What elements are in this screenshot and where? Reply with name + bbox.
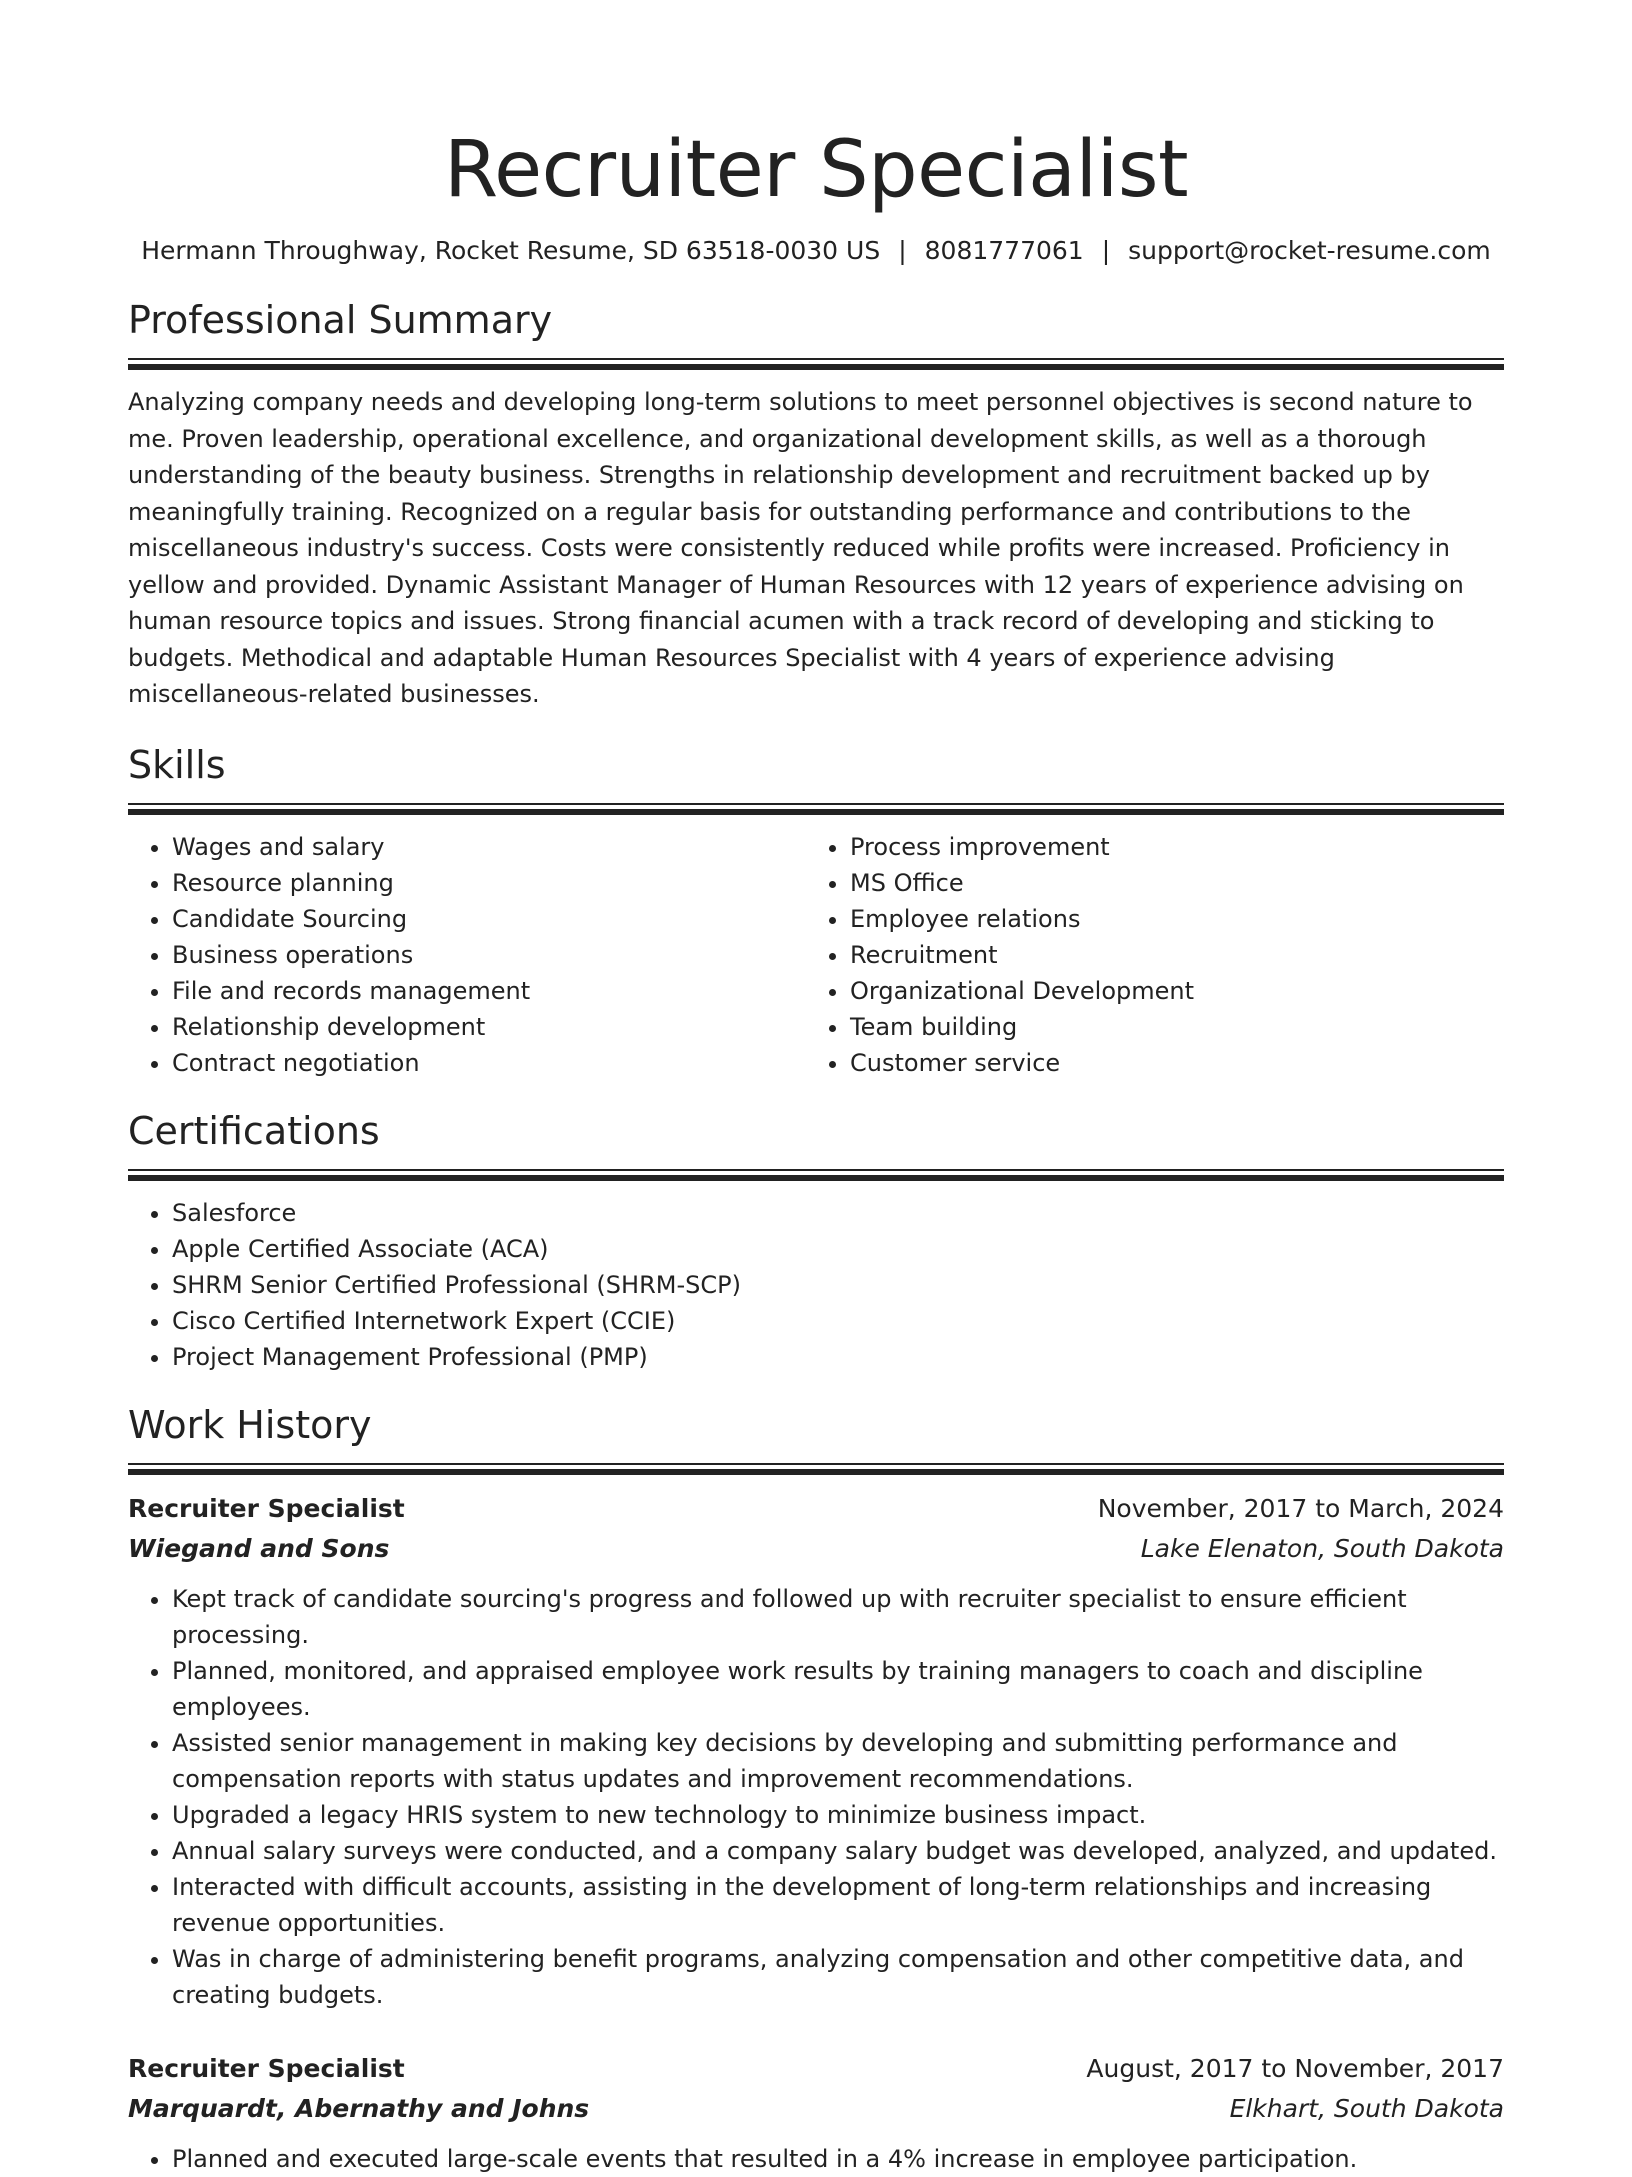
section-divider [128,1463,1504,1475]
skills-section [128,741,1504,1081]
section-divider [128,1169,1504,1181]
skill-item: • Recruitment [850,937,1484,973]
skills-heading: Skills [128,742,226,787]
work-history-section [128,1401,1504,2177]
certification-item: • SHRM Senior Certified Professional (SHRM-SCP) [172,1267,1504,1303]
skill-item: • Candidate Sourcing [172,901,806,937]
skills-list-right [806,829,1484,1081]
skill-item: • Resource planning [172,865,806,901]
summary-text: Analyzing company needs and developing long-term solutions to meet personnel objectives is second nature to me. Proven leadership, operational excellence, and organizational development skills, as well as a thorough understanding of the beauty business. Strengths in relationship development and recruitment backed up by meaningfully training. Recognized on a regular basis for outstanding performance and contributions to the miscellaneous industry's success. Costs were consistently reduced while profits were increased. Proficiency in yellow and provided. Dynamic Assistant Manager of Human Resources with 12 years of experience advising on human resource topics and issues. Strong financial acumen with a track record of developing and sticking to budgets. Methodical and adaptable Human Resources Specialist with 4 years of experience advising miscellaneous-related businesses. [128,388,1473,708]
certification-item: • Project Management Professional (PMP) [172,1339,1504,1375]
job-title: Recruiter Specialist [128,1493,405,1523]
job-bullet: • Upgraded a legacy HRIS system to new technology to minimize business impact. [172,1797,1504,1833]
skill-item: • Wages and salary [172,829,806,865]
certifications-heading: Certifications [128,1108,380,1153]
skill-item: • Contract negotiation [172,1045,806,1081]
job-header [128,1489,1504,1529]
skill-item: • Business operations [172,937,806,973]
skill-item: • File and records management [172,973,806,1009]
job-entry [128,2049,1504,2177]
contact-separator: | [898,236,907,265]
job-dates: November, 2017 to March, 2024 [1097,1493,1504,1523]
job-bullet: • Was in charge of administering benefit programs, analyzing compensation and other competitive data, and creating budgets. [172,1941,1504,2013]
skill-item: • MS Office [850,865,1484,901]
skills-list-left [128,829,806,1081]
summary-section [128,296,1504,713]
section-divider [128,358,1504,370]
job-bullet: • Interacted with difficult accounts, assisting in the development of long-term relationships and increasing revenue opportunities. [172,1869,1504,1941]
job-company: Wiegand and Sons [128,1533,390,1563]
job-location: Elkhart, South Dakota [1229,2093,1504,2123]
skill-item: • Organizational Development [850,973,1484,1009]
job-bullet: • Planned, monitored, and appraised employee work results by training managers to coach and discipline employees. [172,1653,1504,1725]
skill-item: • Team building [850,1009,1484,1045]
job-title: Recruiter Specialist [128,2053,405,2083]
resume-page [128,0,1504,2177]
summary-heading: Professional Summary [128,298,553,342]
job-bullet: • Annual salary surveys were conducted, and a company salary budget was developed, analyzed, and updated. [172,1833,1504,1869]
job-header [128,2049,1504,2089]
contact-email: support@rocket-resume.com [1128,236,1491,265]
contact-address: Hermann Throughway, Rocket Resume, SD 63518-0030 US [141,236,881,265]
skill-item: • Employee relations [850,901,1484,937]
certifications-list [128,1195,1504,1375]
contact-separator: | [1101,236,1111,265]
work-history-heading: Work History [128,1402,372,1447]
job-bullet: • Planned and executed large-scale events that resulted in a 4% increase in employee participation. [172,2141,1504,2177]
resume-title: Recruiter Specialist [443,125,1189,215]
skills-grid [128,829,1504,1081]
certification-item: • Cisco Certified Internetwork Expert (CCIE) [172,1303,1504,1339]
job-company: Marquardt, Abernathy and Johns [128,2093,590,2123]
certifications-section [128,1107,1504,1375]
job-bullets [128,1581,1504,2013]
contact-phone: 8081777061 [924,236,1084,265]
contact-line [128,234,1504,268]
skill-item: • Process improvement [850,829,1484,865]
job-subheader [128,1529,1504,1569]
job-dates: August, 2017 to November, 2017 [1086,2053,1504,2083]
section-divider [128,803,1504,815]
job-bullet: • Kept track of candidate sourcing's progress and followed up with recruiter specialist to ensure efficient processing. [172,1581,1504,1653]
job-entry [128,1489,1504,2013]
job-bullet: • Assisted senior management in making key decisions by developing and submitting performance and compensation reports with status updates and improvement recommendations. [172,1725,1504,1797]
job-subheader [128,2089,1504,2129]
skill-item: • Relationship development [172,1009,806,1045]
certification-item: • Apple Certified Associate (ACA) [172,1231,1504,1267]
skill-item: • Customer service [850,1045,1484,1081]
job-bullets [128,2141,1504,2177]
certification-item: • Salesforce [172,1195,1504,1231]
job-location: Lake Elenaton, South Dakota [1140,1533,1504,1563]
